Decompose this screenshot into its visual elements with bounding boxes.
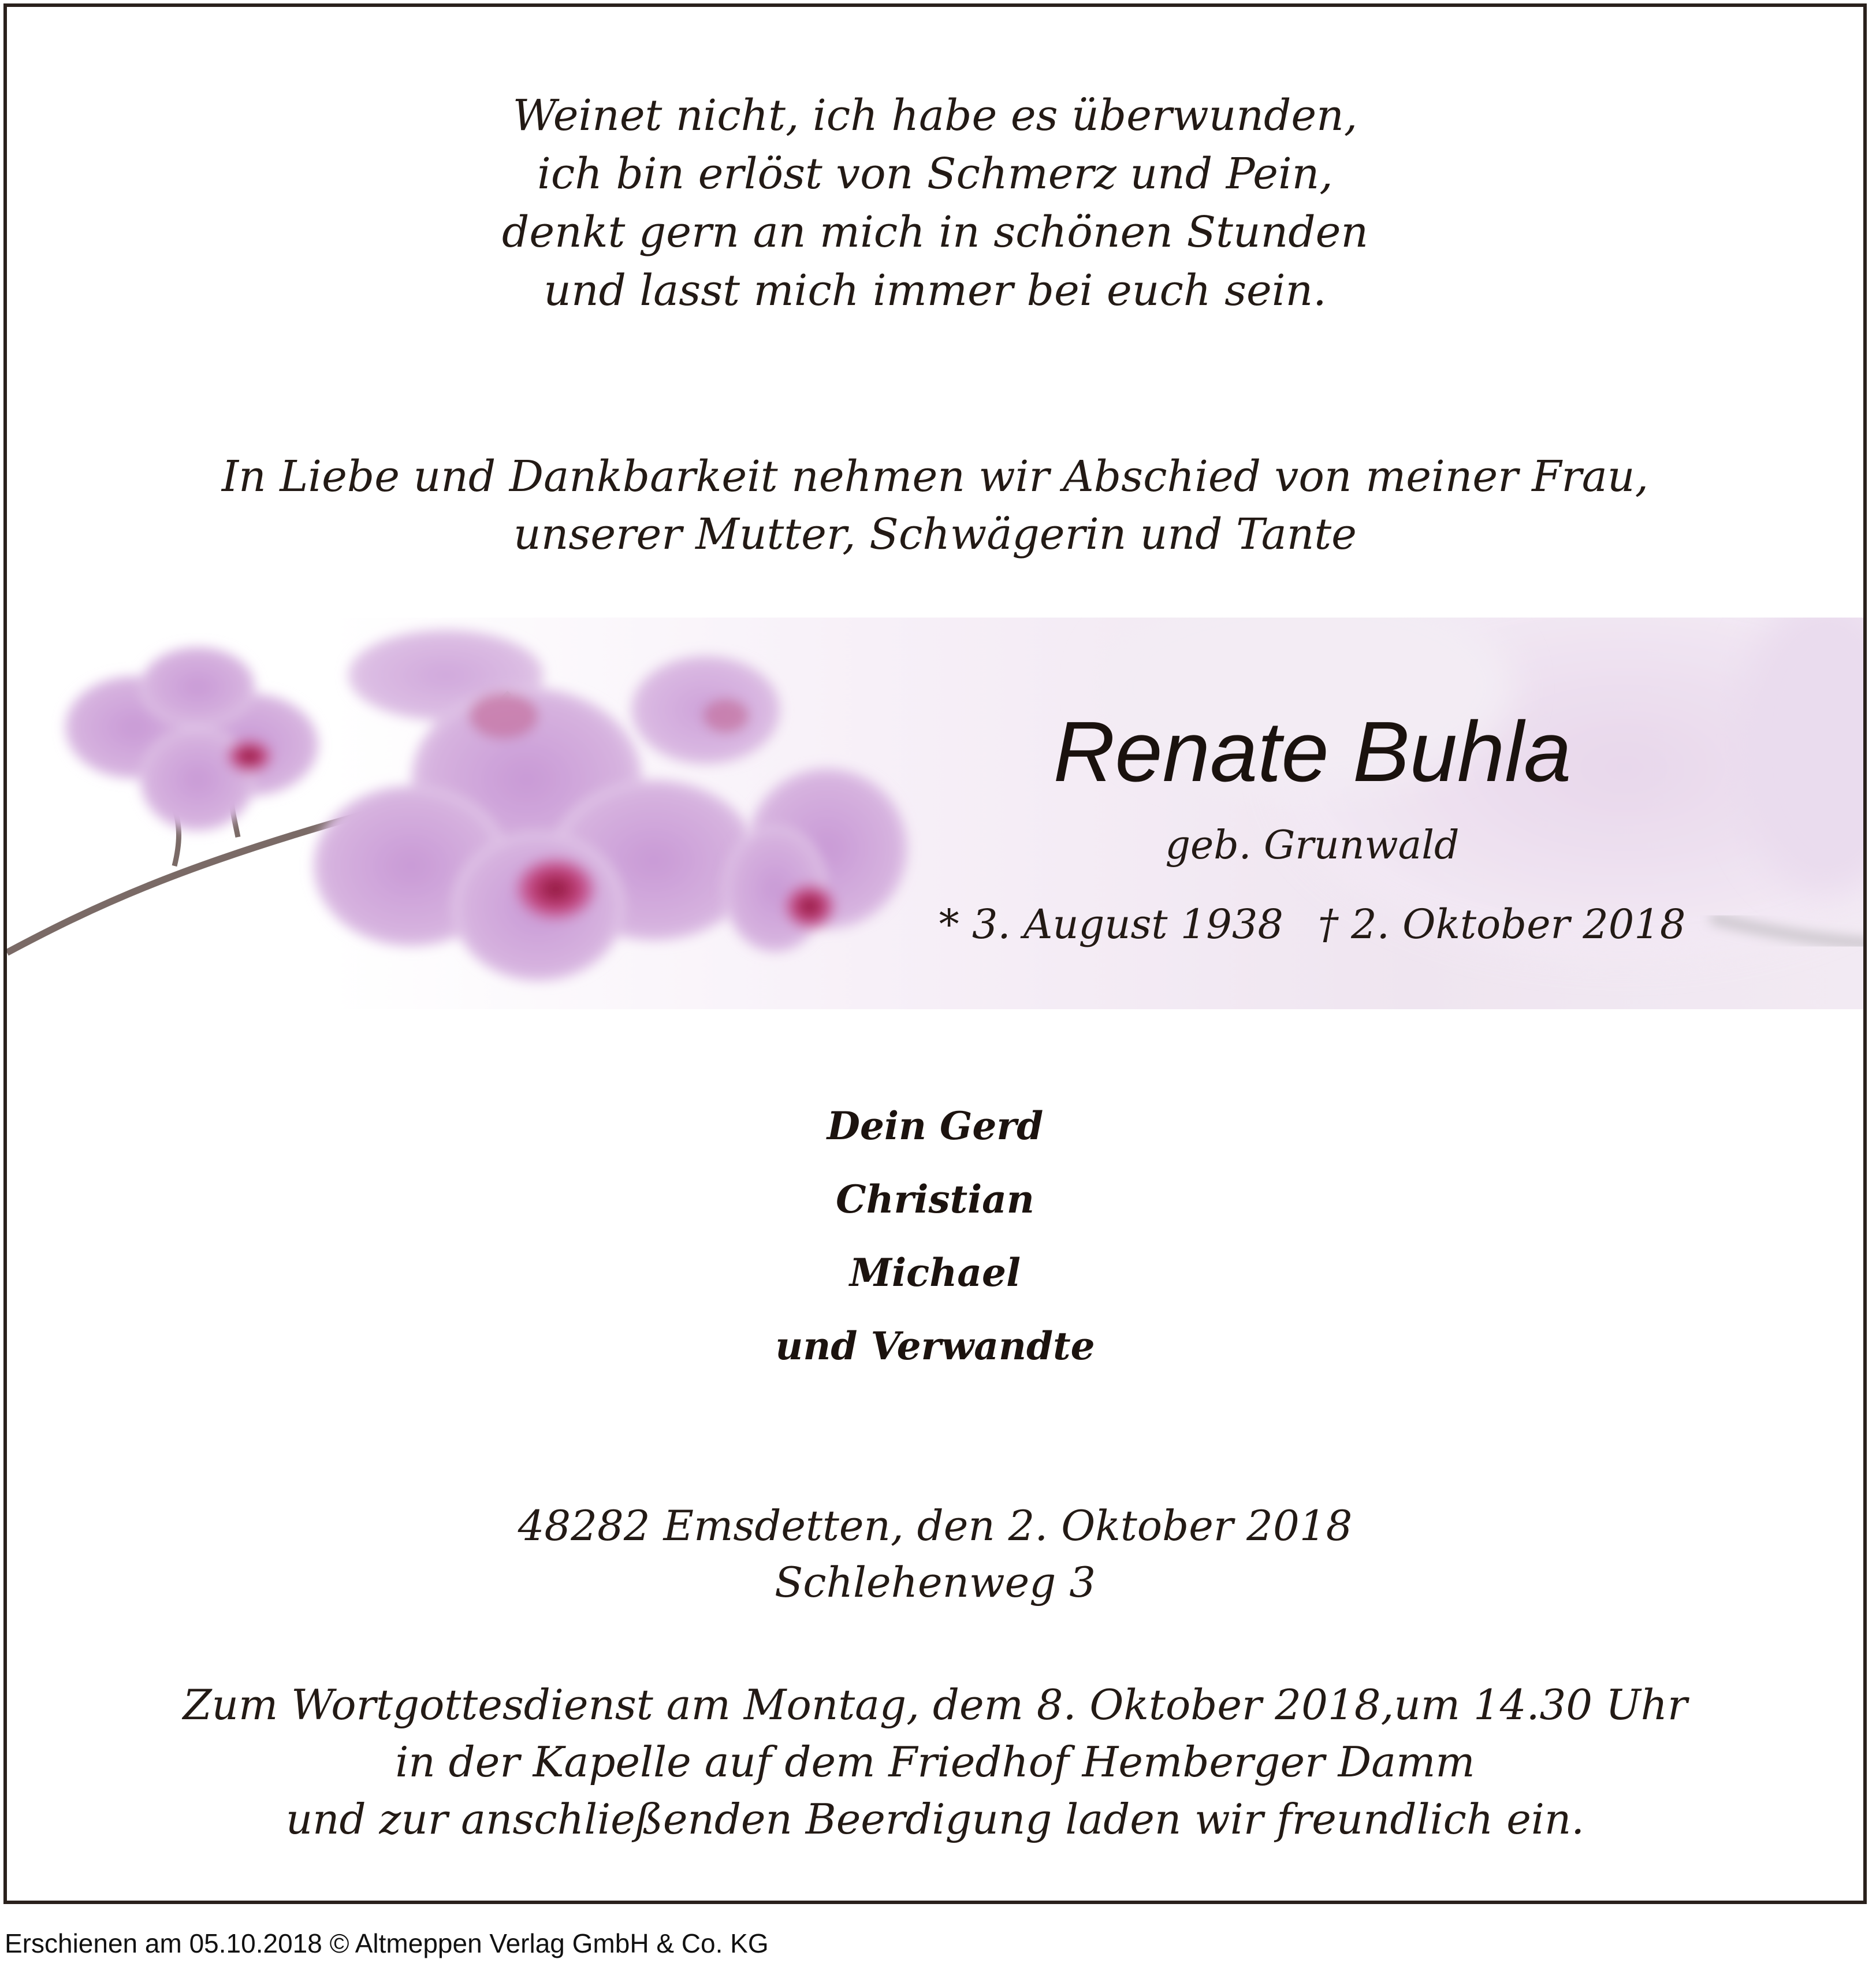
place-date-line: 48282 Emsdetten, den 2. Oktober 2018	[518, 1501, 1353, 1550]
service-line: Zum Wortgottesdienst am Montag, dem 8. Oktober 2018,um 14.30 Uhr	[183, 1680, 1688, 1729]
orchid-illustration	[7, 618, 1863, 1009]
place-and-address	[7, 1497, 1863, 1611]
mourner: Christian	[836, 1177, 1034, 1222]
publication-footer: Erschienen am 05.10.2018 © Altmeppen Verlag GmbH & Co. KG	[5, 1928, 769, 1958]
life-dates	[862, 899, 1763, 949]
poem-line: denkt gern an mich in schönen Stunden	[501, 207, 1369, 257]
poem	[7, 87, 1863, 320]
obituary-frame	[3, 3, 1867, 1904]
service-line: und zur anschließenden Beerdigung laden wir freundlich ein.	[285, 1795, 1585, 1843]
mourners-list	[7, 1090, 1863, 1383]
birth-date: * 3. August 1938	[939, 901, 1283, 948]
orchid-banner	[7, 618, 1863, 1009]
deceased-name: Renate Buhla	[1053, 704, 1572, 800]
mourner: und Verwandte	[775, 1323, 1095, 1369]
funeral-service-notice	[7, 1676, 1863, 1848]
mourner: Dein Gerd	[827, 1103, 1044, 1148]
address-line: Schlehenweg 3	[774, 1558, 1096, 1607]
death-date: † 2. Oktober 2018	[1317, 901, 1686, 948]
poem-line: und lasst mich immer bei euch sein.	[544, 266, 1327, 315]
service-line: in der Kapelle auf dem Friedhof Hemberger Damm	[395, 1738, 1475, 1786]
birth-name: geb. Grunwald	[1165, 823, 1460, 868]
farewell-intro	[7, 448, 1863, 563]
orchid-flower	[65, 646, 319, 831]
poem-line: ich bin erlöst von Schmerz und Pein,	[537, 149, 1333, 199]
intro-line: In Liebe und Dankbarkeit nehmen wir Abschied von meiner Frau,	[221, 452, 1649, 501]
mourner: Michael	[849, 1250, 1021, 1295]
poem-line: Weinet nicht, ich habe es überwunden,	[512, 91, 1358, 140]
intro-line: unserer Mutter, Schwägerin und Tante	[513, 510, 1357, 559]
